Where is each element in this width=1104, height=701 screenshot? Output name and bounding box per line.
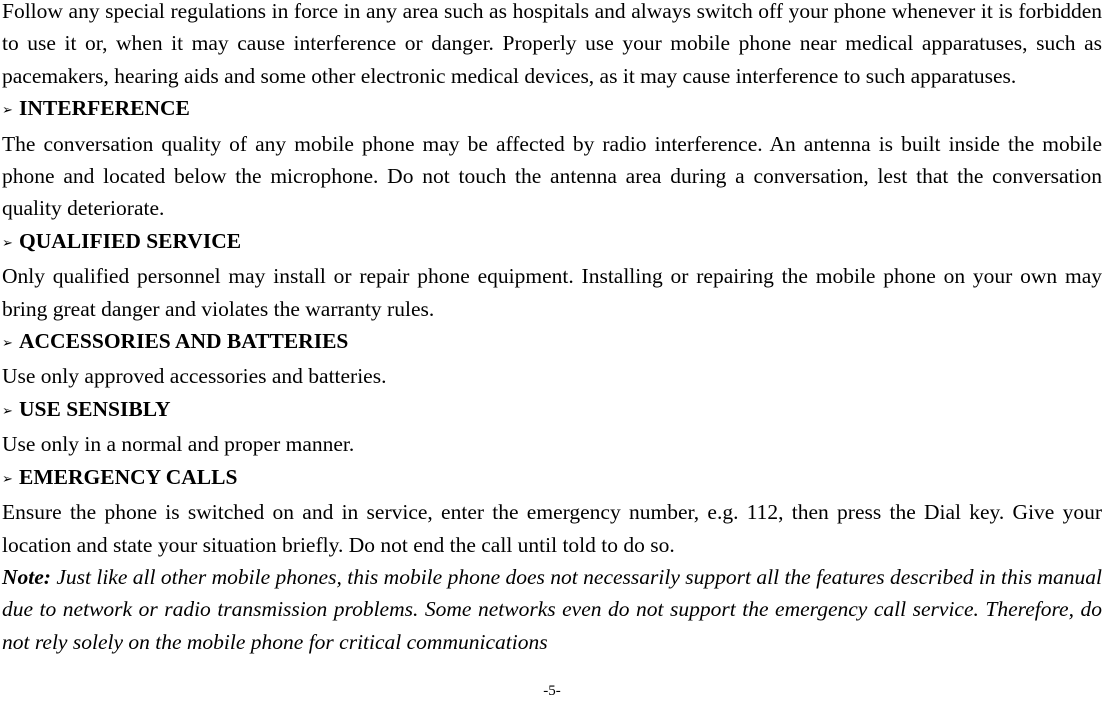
section-heading-use-sensibly: [2, 393, 1102, 428]
section-body-accessories: Use only approved accessories and batteries.: [2, 364, 387, 389]
page-number: -5-: [543, 683, 561, 699]
section-heading-accessories: [2, 325, 1102, 360]
intro-paragraph: Follow any special regulations in force in any area such as hospitals and always switch off your phone whenever it is forbidden to use it or, when it may cause interference or danger. Properly use your mobile phone near medical apparatuses, such as pacemakers, hearing aids and some other electronic medical devices, as it may cause interference to such apparatuses.: [2, 0, 1102, 88]
arrow-bullet-icon: ➢: [2, 102, 13, 118]
arrow-bullet-icon: ➢: [2, 234, 13, 250]
section-heading-text: USE SENSIBLY: [19, 396, 171, 421]
note-text: Just like all other mobile phones, this mobile phone does not necessarily support all the features described in this manual due to network or radio transmission problems. Some networks even do not support the emergency call service. Therefore, do not rely solely on the mobile phone for critical communications: [2, 564, 1102, 654]
arrow-bullet-icon: ➢: [2, 335, 13, 351]
arrow-bullet-icon: ➢: [2, 470, 13, 486]
section-heading-qualified-service: [2, 225, 1102, 260]
section-heading-text: INTERFERENCE: [19, 96, 190, 121]
arrow-bullet-icon: ➢: [2, 402, 13, 418]
section-body-emergency-calls: Ensure the phone is switched on and in service, enter the emergency number, e.g. 112, then press the Dial key. Give your location and state your situation briefly. Do not end the call until told to do so.: [2, 500, 1102, 557]
note-paragraph: [2, 561, 1102, 658]
note-label: Note:: [2, 564, 51, 589]
section-body-interference: The conversation quality of any mobile phone may be affected by radio interference. An antenna is built inside the mobile phone and located below the microphone. Do not touch the antenna area during a conversation, lest that the conversation quality deteriorate.: [2, 131, 1102, 221]
section-heading-emergency-calls: [2, 461, 1102, 496]
section-heading-text: EMERGENCY CALLS: [19, 464, 238, 489]
section-heading-interference: [2, 92, 1102, 127]
section-heading-text: QUALIFIED SERVICE: [19, 228, 242, 253]
section-heading-text: ACCESSORIES AND BATTERIES: [19, 329, 349, 354]
section-body-qualified-service: Only qualified personnel may install or repair phone equipment. Installing or repairing the mobile phone on your own may bring great danger and violates the warranty rules.: [2, 264, 1102, 321]
document-page: [2, 0, 1102, 658]
section-body-use-sensibly: Use only in a normal and proper manner.: [2, 432, 355, 457]
